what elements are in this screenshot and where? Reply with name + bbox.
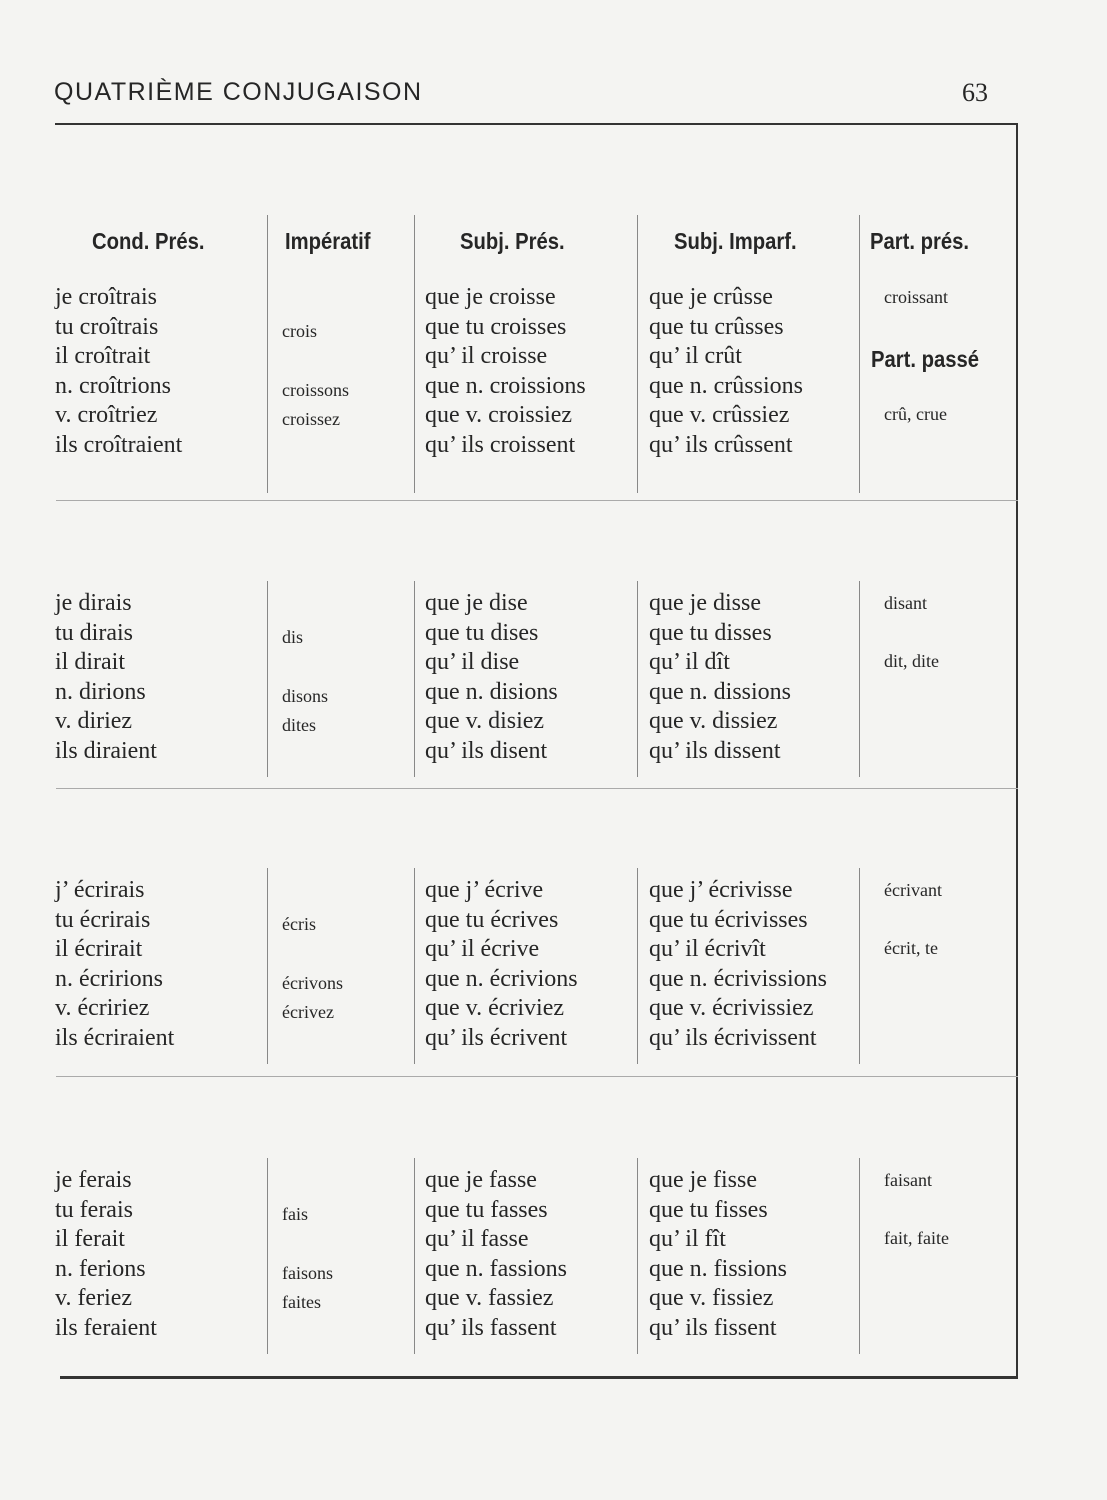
subj-pres-form: qu’ ils fassent xyxy=(425,1315,557,1341)
subj-pres-form: qu’ il écrive xyxy=(425,936,540,962)
present-participle: disant xyxy=(884,593,927,613)
header-subj-pres: Subj. Prés. xyxy=(460,228,565,254)
bottom-rule xyxy=(60,1376,1018,1379)
page-number: 63 xyxy=(962,78,988,107)
subj-pres-form: qu’ ils disent xyxy=(425,738,548,764)
column-divider xyxy=(414,1158,415,1354)
past-participle: crû, crue xyxy=(884,404,947,424)
cond-pres-form: n. dirions xyxy=(55,679,146,705)
cond-pres-form: v. diriez xyxy=(55,708,133,734)
header-cond-pres: Cond. Prés. xyxy=(92,228,205,254)
subj-imparf-form: qu’ ils écrivissent xyxy=(649,1025,817,1051)
subj-pres-form: que tu fasses xyxy=(425,1197,548,1223)
imperatif-form: dis xyxy=(282,627,304,647)
column-divider xyxy=(267,868,268,1064)
column-divider xyxy=(859,215,860,493)
past-participle: fait, faite xyxy=(884,1228,949,1248)
subj-imparf-form: que je crûsse xyxy=(649,284,773,310)
present-participle: écrivant xyxy=(884,880,942,900)
imperatif-form: disons xyxy=(282,686,329,706)
subj-imparf-form: qu’ ils dissent xyxy=(649,738,781,764)
right-border xyxy=(1016,123,1018,1378)
column-divider xyxy=(859,1158,860,1354)
subj-pres-form: que j’ écrive xyxy=(425,877,544,903)
cond-pres-form: je dirais xyxy=(55,590,132,616)
subj-imparf-form: que v. fissiez xyxy=(649,1285,774,1311)
subj-imparf-form: qu’ il crût xyxy=(649,343,742,369)
subj-imparf-form: qu’ il fît xyxy=(649,1226,726,1252)
subj-pres-form: que v. écriviez xyxy=(425,995,565,1021)
block-divider xyxy=(56,500,1018,501)
subj-imparf-form: que tu écrivisses xyxy=(649,907,808,933)
column-divider xyxy=(859,868,860,1064)
imperatif-form: fais xyxy=(282,1204,308,1224)
imperatif-form: faisons xyxy=(282,1263,333,1283)
header-imperatif: Impératif xyxy=(285,228,371,254)
block-divider xyxy=(56,1076,1018,1077)
cond-pres-form: v. écririez xyxy=(55,995,150,1021)
subj-imparf-form: que je fisse xyxy=(649,1167,757,1193)
cond-pres-form: tu écrirais xyxy=(55,907,151,933)
imperatif-form: croissez xyxy=(282,409,340,429)
imperatif-form: dites xyxy=(282,715,316,735)
block-divider xyxy=(56,788,1018,789)
subj-pres-form: qu’ il croisse xyxy=(425,343,548,369)
cond-pres-form: ils croîtraient xyxy=(55,432,183,458)
subj-pres-form: qu’ il dise xyxy=(425,649,520,675)
imperatif-form: écris xyxy=(282,914,316,934)
subj-imparf-form: qu’ ils crûssent xyxy=(649,432,793,458)
subj-imparf-form: que n. crûssions xyxy=(649,373,803,399)
subj-imparf-form: qu’ ils fissent xyxy=(649,1315,777,1341)
subj-imparf-form: que v. écrivissiez xyxy=(649,995,814,1021)
header-part-passe: Part. passé xyxy=(871,346,980,372)
cond-pres-form: il écrirait xyxy=(55,936,143,962)
cond-pres-form: il dirait xyxy=(55,649,125,675)
imperatif-form: faites xyxy=(282,1292,321,1312)
subj-pres-form: que v. croissiez xyxy=(425,402,573,428)
cond-pres-form: n. ferions xyxy=(55,1256,146,1282)
subj-pres-form: que n. écrivions xyxy=(425,966,578,992)
cond-pres-form: ils feraient xyxy=(55,1315,157,1341)
subj-pres-form: que je croisse xyxy=(425,284,556,310)
column-divider xyxy=(637,1158,638,1354)
subj-imparf-form: que tu disses xyxy=(649,620,772,646)
cond-pres-form: v. croîtriez xyxy=(55,402,158,428)
subj-pres-form: que tu écrives xyxy=(425,907,559,933)
past-participle: écrit, te xyxy=(884,938,938,958)
cond-pres-form: n. écririons xyxy=(55,966,163,992)
subj-pres-form: que tu dises xyxy=(425,620,539,646)
cond-pres-form: ils écriraient xyxy=(55,1025,175,1051)
subj-pres-form: que n. disions xyxy=(425,679,558,705)
cond-pres-form: ils diraient xyxy=(55,738,157,764)
running-head: QUATRIÈME CONJUGAISON xyxy=(54,78,423,106)
subj-imparf-form: que n. dissions xyxy=(649,679,792,705)
subj-imparf-form: que tu fisses xyxy=(649,1197,768,1223)
cond-pres-form: v. feriez xyxy=(55,1285,133,1311)
cond-pres-form: n. croîtrions xyxy=(55,373,171,399)
header-subj-imparf: Subj. Imparf. xyxy=(674,228,797,254)
cond-pres-form: il croîtrait xyxy=(55,343,151,369)
subj-pres-form: qu’ ils croissent xyxy=(425,432,576,458)
top-rule xyxy=(55,123,1017,125)
column-divider xyxy=(267,581,268,777)
subj-pres-form: qu’ il fasse xyxy=(425,1226,529,1252)
imperatif-form: écrivons xyxy=(282,973,343,993)
column-divider xyxy=(414,215,415,493)
cond-pres-form: je croîtrais xyxy=(55,284,157,310)
subj-pres-form: que tu croisses xyxy=(425,314,567,340)
cond-pres-form: tu croîtrais xyxy=(55,314,159,340)
column-divider xyxy=(637,868,638,1064)
subj-imparf-form: que j’ écrivisse xyxy=(649,877,793,903)
imperatif-form: crois xyxy=(282,321,317,341)
cond-pres-form: je ferais xyxy=(55,1167,132,1193)
subj-pres-form: que n. fassions xyxy=(425,1256,567,1282)
cond-pres-form: tu dirais xyxy=(55,620,133,646)
subj-imparf-form: que v. crûssiez xyxy=(649,402,790,428)
subj-imparf-form: que v. dissiez xyxy=(649,708,778,734)
subj-imparf-form: que je disse xyxy=(649,590,761,616)
subj-imparf-form: que n. écrivissions xyxy=(649,966,827,992)
subj-imparf-form: que tu crûsses xyxy=(649,314,784,340)
column-divider xyxy=(414,868,415,1064)
subj-pres-form: que je fasse xyxy=(425,1167,537,1193)
column-divider xyxy=(637,581,638,777)
column-divider xyxy=(267,215,268,493)
subj-imparf-form: qu’ il dît xyxy=(649,649,730,675)
imperatif-form: croissons xyxy=(282,380,349,400)
column-divider xyxy=(859,581,860,777)
imperatif-form: écrivez xyxy=(282,1002,334,1022)
subj-imparf-form: qu’ il écrivît xyxy=(649,936,766,962)
subj-pres-form: que n. croissions xyxy=(425,373,586,399)
subj-pres-form: que v. fassiez xyxy=(425,1285,554,1311)
cond-pres-form: il ferait xyxy=(55,1226,125,1252)
subj-imparf-form: que n. fissions xyxy=(649,1256,787,1282)
subj-pres-form: qu’ ils écrivent xyxy=(425,1025,568,1051)
header-part-pres: Part. prés. xyxy=(870,228,969,254)
subj-pres-form: que je dise xyxy=(425,590,528,616)
column-divider xyxy=(414,581,415,777)
cond-pres-form: j’ écrirais xyxy=(55,877,145,903)
present-participle: faisant xyxy=(884,1170,932,1190)
column-divider xyxy=(267,1158,268,1354)
column-divider xyxy=(637,215,638,493)
subj-pres-form: que v. disiez xyxy=(425,708,545,734)
present-participle: croissant xyxy=(884,287,948,307)
cond-pres-form: tu ferais xyxy=(55,1197,133,1223)
past-participle: dit, dite xyxy=(884,651,939,671)
